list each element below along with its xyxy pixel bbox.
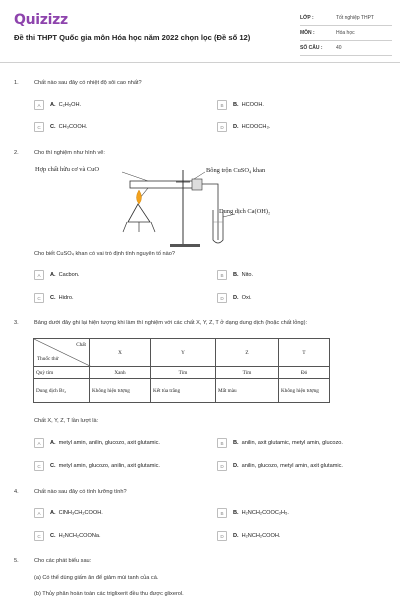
question-2-followup: Cho biết CuSO₄ khan có vai trò định tính nguyên tố nào? xyxy=(34,251,175,257)
option-label: A. xyxy=(50,510,56,516)
table-cell: Mất màu xyxy=(216,379,279,403)
option-label: D. xyxy=(233,124,239,130)
option-letter-box: C xyxy=(34,293,44,303)
reaction-table xyxy=(33,338,330,403)
option-label: A. xyxy=(50,272,56,278)
option-letter-box: A xyxy=(34,438,44,448)
question-text: Cho các phát biểu sau: xyxy=(34,558,92,564)
table-col-header: X xyxy=(90,339,151,367)
table-cell: Tím xyxy=(216,367,279,379)
option-text: H₂NCH₂COOC₂H₅. xyxy=(241,510,289,516)
table-corner-cell xyxy=(34,339,90,367)
meta-value: 40 xyxy=(336,45,342,51)
table-reagent-cell: Dung dịch Br₂ xyxy=(34,379,90,403)
question-number: 5. xyxy=(14,558,19,564)
question-3-followup: Chất X, Y, Z, T lần lượt là: xyxy=(34,418,99,424)
option-text: CH₃COOH. xyxy=(58,124,88,130)
meta-value: Tốt nghiệp THPT xyxy=(336,15,374,21)
option-text: anilin, glucozo, metyl amin, axit glutamic. xyxy=(241,463,343,469)
option-text: H₂NCH₂COOH. xyxy=(241,533,281,539)
option-a[interactable] xyxy=(34,438,160,448)
option-text: anilin, axit glutamic, metyl amin, glucozo. xyxy=(241,440,343,446)
option-letter-box: C xyxy=(34,122,44,132)
diagram-label-reactants: Hợp chất hữu cơ và CuO xyxy=(35,166,99,173)
quizizz-logo: Quizizz xyxy=(14,12,68,28)
option-text: Nito. xyxy=(241,272,254,278)
option-letter-box: A xyxy=(34,100,44,110)
option-a[interactable] xyxy=(34,270,79,280)
question-text: Chất nào sau đây có nhiệt độ sôi cao nhất? xyxy=(34,80,142,86)
option-c[interactable] xyxy=(34,461,160,471)
table-cell: Kết tủa trắng xyxy=(151,379,216,403)
option-text: C₂H₅OH. xyxy=(58,102,82,108)
option-text: metyl amin, anilin, glucozo, axit glutamic. xyxy=(58,440,160,446)
option-text: HCOOCH₃. xyxy=(241,124,271,130)
meta-row-subject xyxy=(300,26,392,41)
apparatus-drawing xyxy=(30,162,290,247)
table-col-header: Z xyxy=(216,339,279,367)
option-label: A. xyxy=(50,102,56,108)
option-label: D. xyxy=(233,463,239,469)
option-letter-box: B xyxy=(217,270,227,280)
meta-key: LỚP : xyxy=(300,15,314,21)
option-letter-box: B xyxy=(217,100,227,110)
option-letter-box: D xyxy=(217,122,227,132)
option-b[interactable] xyxy=(217,438,343,448)
option-letter-box: C xyxy=(34,531,44,541)
option-c[interactable] xyxy=(34,122,87,132)
option-label: B. xyxy=(233,440,239,446)
option-label: D. xyxy=(233,295,239,301)
question-number: 2. xyxy=(14,150,19,156)
option-text: metyl amin, glucozo, anilin, axit glutamic. xyxy=(58,463,160,469)
table-cell: Đỏ xyxy=(279,367,330,379)
question-text: Chất nào sau đây có tính lưỡng tính? xyxy=(34,489,127,495)
header-divider xyxy=(0,62,400,63)
question-number: 1. xyxy=(14,80,19,86)
option-label: B. xyxy=(233,272,239,278)
table-row xyxy=(34,379,330,403)
option-label: C. xyxy=(50,463,56,469)
meta-row-class xyxy=(300,11,392,26)
option-letter-box: A xyxy=(34,508,44,518)
option-c[interactable] xyxy=(34,531,101,541)
option-b[interactable] xyxy=(217,508,289,518)
table-col-header: Y xyxy=(151,339,216,367)
question-number: 4. xyxy=(14,489,19,495)
meta-key: SỐ CÂU : xyxy=(300,45,323,51)
meta-key: MÔN : xyxy=(300,30,315,36)
quiz-meta-table xyxy=(300,11,392,56)
question-text: Cho thí nghiệm như hình vẽ: xyxy=(34,150,105,156)
option-text: Oxi. xyxy=(241,295,252,301)
question-number: 3. xyxy=(14,320,19,326)
option-text: Hidro. xyxy=(58,295,74,301)
table-cell: Xanh xyxy=(90,367,151,379)
table-col-header: T xyxy=(279,339,330,367)
option-b[interactable] xyxy=(217,100,264,110)
table-reagent-cell: Quỳ tím xyxy=(34,367,90,379)
option-letter-box: C xyxy=(34,461,44,471)
option-d[interactable] xyxy=(217,461,343,471)
diagram-label-cuso4: Bông trộn CuSO₄ khan xyxy=(206,167,266,174)
table-cell: Tím xyxy=(151,367,216,379)
option-text: H₂NCH₂COONa. xyxy=(58,533,101,539)
option-label: B. xyxy=(233,510,239,516)
corner-top-label: Chất xyxy=(76,342,86,348)
statement-b: (b) Thủy phân hoàn toàn các triglixerit đều thu được glixerol. xyxy=(34,591,184,597)
table-header-row xyxy=(34,339,330,367)
option-label: B. xyxy=(233,102,239,108)
option-text: ClNH₃CH₂COOH. xyxy=(58,510,103,516)
option-label: D. xyxy=(233,533,239,539)
meta-row-count xyxy=(300,41,392,56)
option-d[interactable] xyxy=(217,293,252,303)
option-d[interactable] xyxy=(217,122,270,132)
option-letter-box: D xyxy=(217,461,227,471)
option-a[interactable] xyxy=(34,100,81,110)
option-b[interactable] xyxy=(217,270,253,280)
option-letter-box: B xyxy=(217,438,227,448)
option-letter-box: D xyxy=(217,293,227,303)
option-label: C. xyxy=(50,124,56,130)
table-row xyxy=(34,367,330,379)
statement-a: (a) Có thể dùng giấm ăn để giảm mùi tanh của cá. xyxy=(34,575,159,581)
option-d[interactable] xyxy=(217,531,280,541)
diagram-label-limewater: Dung dịch Ca(OH)₂ xyxy=(219,208,271,215)
option-letter-box: B xyxy=(217,508,227,518)
quiz-title: Đề thi THPT Quốc gia môn Hóa học năm 2022 chọn lọc (Đề số 12) xyxy=(14,33,251,42)
option-label: A. xyxy=(50,440,56,446)
corner-bottom-label: Thuốc thử xyxy=(37,356,59,362)
option-label: C. xyxy=(50,533,56,539)
table-cell: Không hiện tượng xyxy=(279,379,330,403)
experiment-diagram xyxy=(30,162,290,247)
option-letter-box: A xyxy=(34,270,44,280)
option-text: HCOOH. xyxy=(241,102,264,108)
meta-value: Hóa học xyxy=(336,30,355,36)
table-cell: Không hiện tượng xyxy=(90,379,151,403)
option-c[interactable] xyxy=(34,293,74,303)
option-label: C. xyxy=(50,295,56,301)
option-letter-box: D xyxy=(217,531,227,541)
question-text: Bảng dưới đây ghi lại hiện tượng khi làm thí nghiệm với các chất X, Y, Z, T ở dạng dung dịch (hoặc chất lỏng): xyxy=(34,320,307,326)
option-a[interactable] xyxy=(34,508,103,518)
option-text: Cacbon. xyxy=(58,272,80,278)
